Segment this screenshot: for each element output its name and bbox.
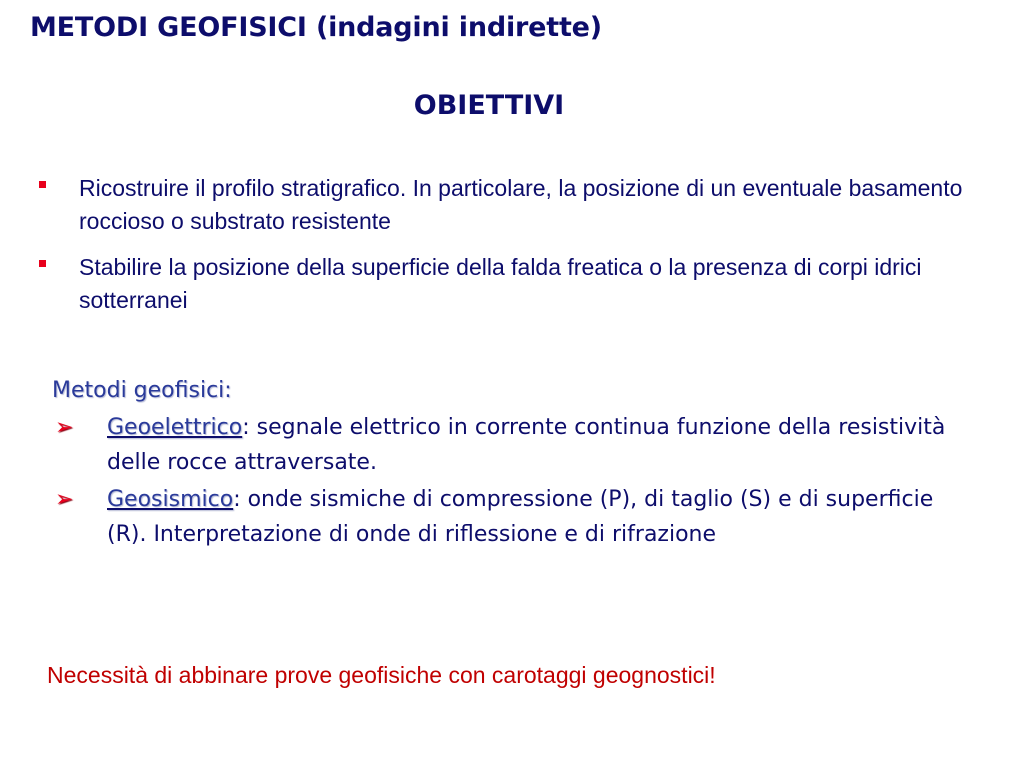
section-heading-objectives: OBIETTIVI — [413, 90, 565, 121]
slide-title: METODI GEOFISICI (indagini indirette) — [30, 12, 602, 43]
method-term: Geosismico — [107, 487, 234, 512]
methods-section — [52, 374, 952, 554]
method-item-geoelettrico — [52, 410, 952, 480]
method-description: : segnale elettrico in corrente continua funzione della resistività delle rocce attraversate. — [107, 415, 946, 475]
square-bullet-icon — [39, 181, 46, 188]
objective-item — [38, 251, 978, 317]
objectives-list — [38, 172, 978, 330]
square-bullet-icon — [39, 260, 46, 267]
method-item-geosismico — [52, 482, 952, 552]
arrow-bullet-icon: ➢ — [55, 415, 74, 440]
objective-item — [38, 172, 978, 238]
note-text: Necessità di abbinare prove geofisiche con carotaggi geognostici! — [47, 662, 716, 688]
objective-text: Stabilire la posizione della superficie della falda freatica o la presenza di corpi idrici sotterranei — [79, 254, 922, 313]
arrow-bullet-icon: ➢ — [55, 487, 74, 512]
methods-list — [52, 410, 952, 552]
method-term: Geoelettrico — [107, 415, 243, 440]
methods-heading: Metodi geofisici: — [52, 378, 232, 403]
method-description: : onde sismiche di compressione (P), di taglio (S) e di superficie (R). Interpretazione di onde di riflessione e di rifrazione — [107, 487, 934, 547]
objective-text: Ricostruire il profilo stratigrafico. In particolare, la posizione di un eventuale basamento roccioso o substrato resistente — [79, 175, 963, 234]
